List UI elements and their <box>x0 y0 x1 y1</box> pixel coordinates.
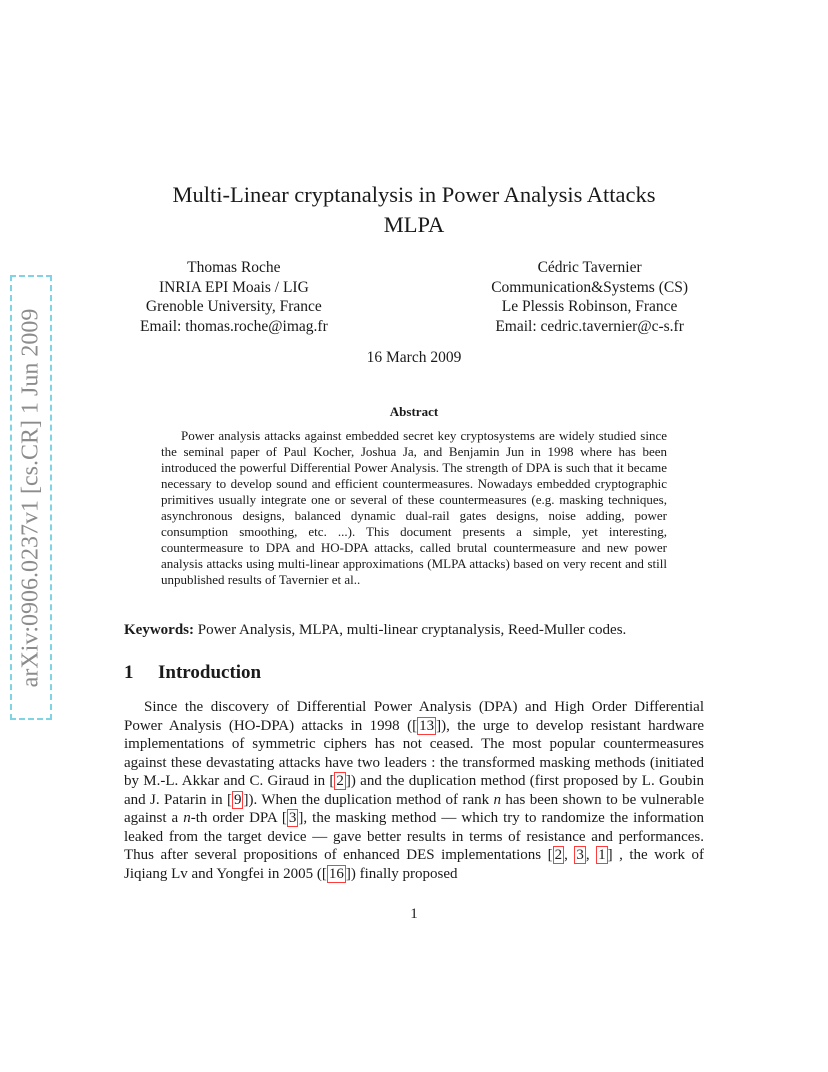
section-heading <box>124 662 261 684</box>
math-variable: n <box>183 810 191 826</box>
section-title: Introduction <box>158 662 262 683</box>
citation-link[interactable]: 3 <box>288 810 297 826</box>
author-email: Email: thomas.roche@imag.fr <box>140 317 328 335</box>
citation-link[interactable]: 2 <box>336 773 344 789</box>
citation-link[interactable]: 9 <box>233 791 242 808</box>
introduction-body <box>124 698 704 883</box>
text-run: , <box>564 847 575 863</box>
text-run: Since the discovery of Differential Power Analysis (DPA) and High Order Differential Power Analysis (HO-DPA) attacks in 1998 ([ <box>124 699 704 734</box>
citation-link[interactable]: 1 <box>598 847 606 863</box>
author-block <box>140 258 688 336</box>
arxiv-id: arXiv:0906.0237v1 [cs.CR] 1 Jun 2009 <box>17 308 44 687</box>
citation-link[interactable]: 3 <box>576 847 584 863</box>
author-affiliation: Communication&Systems (CS) <box>491 278 688 296</box>
author-name: Thomas Roche <box>187 259 281 276</box>
abstract-text: Power analysis attacks against embedded secret key cryptosystems are widely studied since the seminal paper of Paul Kocher, Joshua Ja, and Benjamin Jun in 1998 where has been introduced the powerful Differential Power Analysis. The strength of DPA is such that it became necessary to develop sound and efficient countermeasures. Nowadays embedded cryptographic primitives usually integrate one or several of these countermeasures (e.g. masking techniques, asynchronous designs, balanced dynamic dual-rail gates designs, noise adding, power consumption smoothing, etc. ...). This document presents a simple, yet interesting, countermeasure to DPA and HO-DPA attacks, called brutal countermeasure and new power analysis attacks using multi-linear approximations (MLPA attacks) based on very recent and still unpublished results of Tavernier et al.. <box>161 428 667 587</box>
page-number: 1 <box>410 906 418 922</box>
paragraph <box>124 698 704 883</box>
citation-link[interactable]: 2 <box>554 847 563 863</box>
text-run: ], the masking method — which try to randomize the information leaked from the target device — gave better results in terms of resistance and performances. Thus after several propositions of enhanced DES implementations [ <box>124 810 705 863</box>
paper-title <box>100 180 728 240</box>
abstract-heading: Abstract <box>389 404 439 419</box>
keywords-text: Power Analysis, MLPA, multi-linear cryptanalysis, Reed-Muller codes. <box>197 622 627 638</box>
keywords <box>124 622 714 639</box>
title-line-2: MLPA <box>383 212 445 237</box>
author-1 <box>140 258 328 336</box>
text-run: , <box>585 847 597 863</box>
text-run: ]). When the duplication method of rank <box>243 791 494 808</box>
paper-date: 16 March 2009 <box>366 349 462 366</box>
abstract-body <box>161 428 667 588</box>
arxiv-stamp <box>10 275 52 720</box>
title-line-1: Multi-Linear cryptanalysis in Power Analysis Attacks <box>172 182 656 207</box>
text-run: -th order DPA [ <box>190 810 287 826</box>
author-affiliation: INRIA EPI Moais / LIG <box>158 278 309 296</box>
text-run: has been shown to be vulnerable against a <box>124 791 704 826</box>
author-email: Email: cedric.tavernier@c-s.fr <box>495 317 684 335</box>
math-variable: n <box>493 791 501 808</box>
text-run: ]) finally proposed <box>345 865 458 882</box>
author-location: Grenoble University, France <box>145 298 322 315</box>
text-run: ] , the work of Jiqiang Lv and Yongfei in 2005 ([ <box>124 847 705 882</box>
section-number: 1 <box>124 662 134 683</box>
text-run: ]) and the duplication method (first proposed by L. Goubin and J. Patarin in [ <box>124 773 704 808</box>
text-run: ]), the urge to develop resistant hardware implementations of symmetric ciphers has not ceased. The most popular countermeasures against these devastating attacks have two leaders : the transformed masking methods (initiated by M.-L. Akkar and C. Giraud in [ <box>124 717 704 789</box>
citation-link[interactable]: 13 <box>419 717 435 734</box>
citation-link[interactable]: 16 <box>328 865 344 882</box>
author-2 <box>491 258 688 336</box>
keywords-label: Keywords: <box>124 622 194 638</box>
author-location: Le Plessis Robinson, France <box>501 298 678 315</box>
author-name: Cédric Tavernier <box>537 259 642 276</box>
